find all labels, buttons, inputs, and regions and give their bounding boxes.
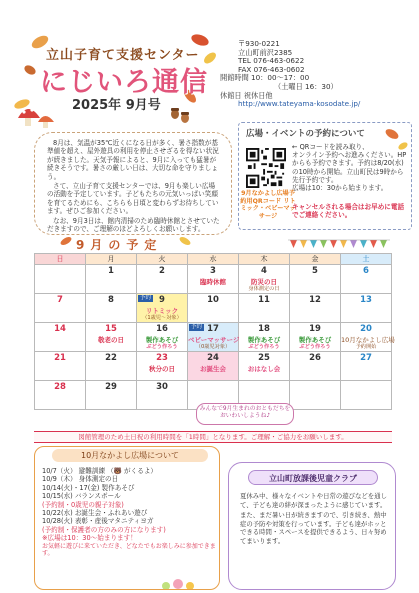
calendar-day-cell xyxy=(188,265,239,294)
calendar-day-cell xyxy=(239,323,290,352)
issue-label: 2025年 9月号 xyxy=(72,98,161,113)
event-sublabel: （0歳児対象） xyxy=(195,344,231,350)
qr-code-icon[interactable] xyxy=(246,148,286,188)
calendar-day-cell xyxy=(35,294,86,323)
day-number: 10 xyxy=(207,295,219,305)
contact-info xyxy=(220,40,412,114)
event-sublabel: ぶどう作ろう xyxy=(248,344,280,350)
day-number: 26 xyxy=(309,353,321,363)
event-sublabel: （1歳児～対象） xyxy=(142,315,182,321)
event-label: おはなし会 xyxy=(247,365,281,373)
intro-paragraph: さて、立山子育て支援センターでは、9月も楽しい広場の活動を予定しています。子どもたちの元気いっぱい笑顔を育てるためにも、こちらも日頃と変わらずお待ちしています。ぜひご参加ください。 xyxy=(47,182,219,216)
day-number: 24 xyxy=(207,353,219,363)
day-number: 18 xyxy=(258,324,270,334)
october-event-note: (予約制・保護者の方のみの方になります) xyxy=(42,525,166,534)
calendar-day-cell xyxy=(86,352,137,381)
calendar-day-cell xyxy=(86,381,137,410)
event-label: 製作あそび xyxy=(247,336,281,344)
calendar-day-cell xyxy=(341,265,392,294)
reservation-line: オンライン予約へお進みください。HPからも予約できます。予約は8/20(水)の10時から開始。立山町民は9時から先行予約です。 xyxy=(292,151,407,184)
calendar-day-cell xyxy=(239,294,290,323)
reservation-line: ← QRコードを読み取り、 xyxy=(292,143,369,151)
calendar-day-cell xyxy=(290,381,341,410)
calendar-week xyxy=(35,323,392,352)
day-number: 29 xyxy=(105,382,117,392)
day-number: 4 xyxy=(261,266,267,276)
day-number: 6 xyxy=(363,266,369,276)
weekday-saturday: 土 xyxy=(341,254,392,265)
event-label: お誕生会 xyxy=(200,365,226,373)
reservation-instructions xyxy=(292,143,410,192)
day-number: 28 xyxy=(54,382,66,392)
qr-caption: 9月なかよし広場予約用QRコード リトミック・ベビーマッサージ xyxy=(240,190,296,220)
calendar-day-cell xyxy=(35,265,86,294)
day-number: 19 xyxy=(309,324,321,334)
saturday-hours: （土曜日 16：30） xyxy=(274,81,338,91)
day-number: 30 xyxy=(156,382,168,392)
cancellation-warning: キャンセルされる場合はお早めに電話でご連絡ください。 xyxy=(292,203,405,220)
day-number: 21 xyxy=(54,353,66,363)
club-title: 立山町放課後児童クラブ xyxy=(248,470,378,485)
day-number: 5 xyxy=(312,266,318,276)
event-label: 敬老の日 xyxy=(98,336,124,344)
intro-message xyxy=(34,132,232,235)
day-number: 16 xyxy=(156,324,168,334)
day-number: 17 xyxy=(207,324,219,334)
weekday-monday: 月 xyxy=(86,254,137,265)
address: 立山町前沢2385 xyxy=(238,47,293,57)
day-number: 14 xyxy=(54,324,66,334)
calendar-day-cell xyxy=(137,323,188,352)
day-number: 12 xyxy=(309,295,321,305)
weekday-wednesday: 水 xyxy=(188,254,239,265)
calendar-week xyxy=(35,265,392,294)
calendar-day-cell xyxy=(188,352,239,381)
october-event: 10/28(火) 表彰・産後マタニティヨガ xyxy=(42,517,154,526)
reservation-title: 広場・イベントの予約について xyxy=(246,129,365,139)
october-event: 10/9（木） 身体測定の日 xyxy=(42,475,119,484)
event-label: リトミック xyxy=(145,307,179,315)
event-label: 秋分の日 xyxy=(149,365,175,373)
event-sublabel: ぶどう作ろう xyxy=(146,344,178,350)
day-number: 23 xyxy=(156,353,168,363)
club-paragraph: また、まだ暑い日が続きますので、引き続き、熱中症の予防や対策を行っています。子ども達がホッとできる時間・スペースを提供できるよう、日々努めてまいります。 xyxy=(240,511,387,545)
day-number: 13 xyxy=(360,295,372,305)
event-label: 臨時休館 xyxy=(200,278,226,286)
event-label: 製作あそび xyxy=(298,336,332,344)
october-event: 10/15(水) バランスボール xyxy=(42,492,121,501)
calendar-day-cell xyxy=(290,294,341,323)
opening-hours: 開館時間 10：00～17：00 xyxy=(220,73,310,83)
calendar-day-cell xyxy=(341,294,392,323)
reservation-line: 広場は10：30から始まります。 xyxy=(292,184,388,193)
calendar-day-cell xyxy=(86,323,137,352)
hours-notice: 図館管理のため土日祝の利用時間を「1時間」となります。ご理解・ご協力をお願いします。 xyxy=(34,431,392,443)
calendar-day-cell xyxy=(188,294,239,323)
birthday-speech-bubble: みんなで9月生まれのおともだちをおいわいしようね♪ xyxy=(196,403,294,425)
calendar-day-cell xyxy=(137,381,188,410)
calendar-day-cell xyxy=(239,265,290,294)
calendar-day-cell xyxy=(137,265,188,294)
intro-paragraph: なお、9月3日は、館内清掃のため臨時休館とさせていただきますので、ご理解のほどよろしくお願いします。 xyxy=(47,216,220,234)
club-paragraph: 夏休み中、様々なイベントや日常の遊びなどを通して、子ども達の絆が深まったように感じています。 xyxy=(240,492,387,509)
calendar-day-cell xyxy=(188,323,239,352)
phone: TEL 076-463-0622 xyxy=(238,56,305,66)
calendar-day-cell xyxy=(341,352,392,381)
calendar-day-cell xyxy=(35,323,86,352)
weekday-friday: 金 xyxy=(290,254,341,265)
october-event: 10/7（火） 避難訓練 （🐻 がくるよ） xyxy=(42,467,158,475)
calendar-day-cell xyxy=(290,265,341,294)
fax: FAX 076-463-0602 xyxy=(238,64,305,74)
calendar-day-cell xyxy=(290,352,341,381)
reservation-required-badge: 予約 xyxy=(191,324,203,330)
event-sublabel: 予約開始 xyxy=(355,344,377,350)
day-number: 25 xyxy=(258,353,270,363)
day-number: 2 xyxy=(159,266,165,276)
day-number: 20 xyxy=(360,324,372,334)
calendar-title: 9月の予定 xyxy=(76,238,163,252)
calendar-day-cell xyxy=(290,323,341,352)
calendar-day-cell xyxy=(137,294,188,323)
september-calendar xyxy=(34,253,395,410)
event-label: 10月なかよし広場 xyxy=(341,336,395,344)
calendar-day-cell xyxy=(35,381,86,410)
day-number: 8 xyxy=(108,295,114,305)
weekday-tuesday: 火 xyxy=(137,254,188,265)
calendar-day-cell xyxy=(35,352,86,381)
event-label: 防災の日 xyxy=(251,278,277,286)
calendar-day-cell xyxy=(86,265,137,294)
calendar-day-cell xyxy=(341,381,392,410)
event-label: 製作あそび xyxy=(145,336,179,344)
newsletter-title: にじいろ通信 xyxy=(40,67,208,98)
closed-days: 休館日 祝休日他 xyxy=(220,90,273,100)
day-number: 15 xyxy=(105,324,117,334)
october-title: 10月なかよし広場について xyxy=(52,449,208,462)
day-number: 3 xyxy=(210,266,216,276)
event-label: ベビーマッサージ xyxy=(188,336,240,344)
day-number: 9 xyxy=(159,295,165,305)
center-name: 立山子育て支援センター xyxy=(46,48,200,63)
calendar-week xyxy=(35,294,392,323)
club-message xyxy=(240,492,390,548)
event-sublabel: 身体測定の日 xyxy=(248,286,280,292)
october-event-list xyxy=(42,467,218,557)
day-number: 27 xyxy=(360,353,372,363)
website-link[interactable]: http://www.tateyama-kosodate.jp/ xyxy=(238,99,361,109)
event-sublabel: ぶどう作ろう xyxy=(299,344,331,350)
october-welcome-note: お気軽に遊びに来ていただき、どなたでもお楽しみに参加できます。 xyxy=(42,542,216,558)
october-start-note: ※広場は10：30～始まります！ xyxy=(42,534,137,543)
reservation-required-badge: 予約 xyxy=(140,295,152,301)
october-event: 10/14(火)・17(金) 製作あそび xyxy=(42,483,135,492)
day-number: 7 xyxy=(57,295,63,305)
weekday-thursday: 木 xyxy=(239,254,290,265)
calendar-day-cell xyxy=(137,352,188,381)
october-event-note: (予約制・0歳児の親子対象) xyxy=(42,500,124,509)
calendar-day-cell xyxy=(341,323,395,352)
day-number: 1 xyxy=(108,266,114,276)
day-number: 11 xyxy=(258,295,270,305)
weekday-sunday: 日 xyxy=(35,254,86,265)
calendar-day-cell xyxy=(239,352,290,381)
calendar-day-cell xyxy=(86,294,137,323)
calendar-week xyxy=(35,352,392,381)
weekday-header xyxy=(35,254,392,265)
intro-paragraph: 8月は、気温が35℃近くになる日が多く、暑さ指数が基準値を超え、屋外遊具の利用を停止させざるを得ない状況が続きました。天気予報によると、9月に入っても猛暑が続きそうです。暑さの厳しい日は、大切な命を守りましょう。 xyxy=(47,139,219,181)
postal-code: 〒930-0221 xyxy=(238,39,280,48)
october-event: 10/22(水) お誕生会・ふれあい遊び xyxy=(42,509,148,518)
day-number: 22 xyxy=(105,353,117,363)
